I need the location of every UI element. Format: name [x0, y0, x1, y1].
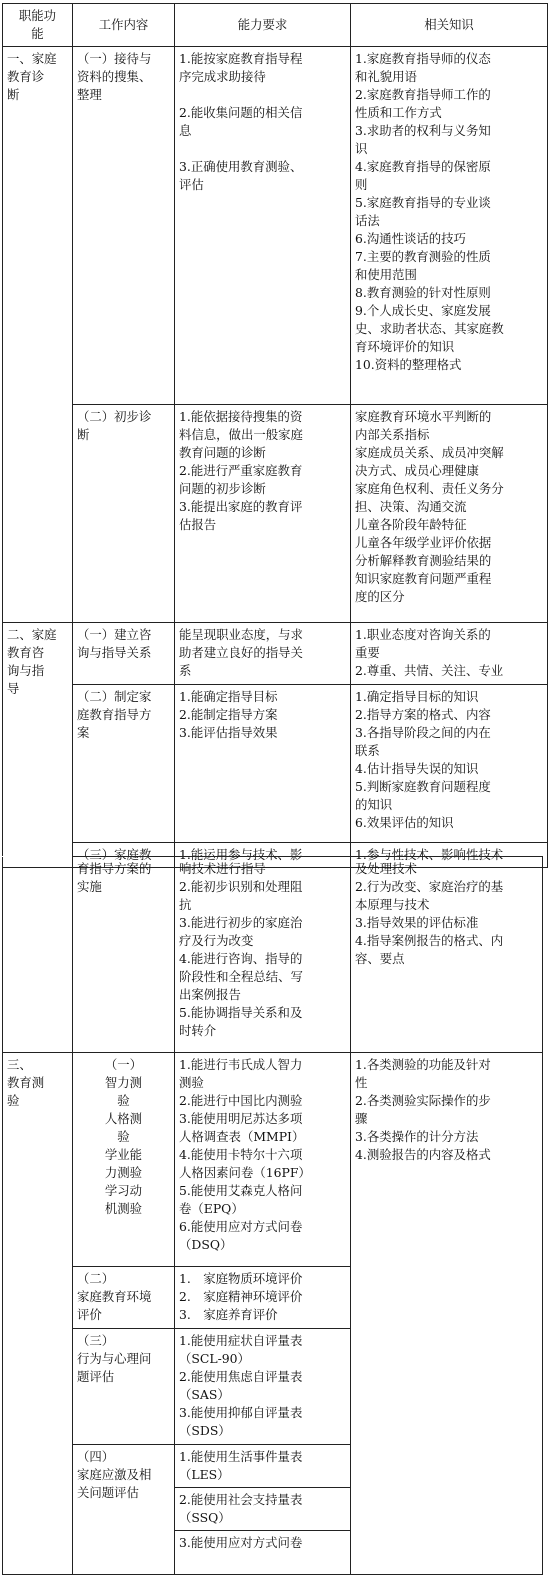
text-line: 的知识 [355, 797, 393, 812]
work-family-environment [73, 1267, 175, 1329]
text-line: 人格调查表（MMPI） [179, 1129, 305, 1144]
text-line: 及处理技术 [355, 861, 417, 876]
text-line: 家庭成员关系、成员冲突解 [355, 445, 504, 460]
text-line: 疗及行为改变 [179, 933, 254, 948]
text-line: （SDS） [179, 1423, 231, 1438]
text-line: 担、决策、沟通交流 [355, 499, 467, 514]
text-line: 5.能使用艾森克人格问 [179, 1183, 303, 1198]
text-line: 教育咨 [7, 645, 45, 660]
text-line: 儿童各阶段年龄特征 [355, 517, 467, 532]
text-line: 2.能使用社会支持量表 [179, 1492, 303, 1507]
knowledge-preliminary-diagnosis [351, 405, 548, 623]
text-line: 3.能提出家庭的教育评 [179, 499, 303, 514]
text-line: 2.家庭教育指导师工作的 [355, 87, 491, 102]
text-line: 人格测 [104, 1111, 143, 1126]
ability-make-plan [175, 685, 351, 843]
ability-behavior-psychology [175, 1329, 351, 1445]
knowledge-reception [351, 47, 548, 405]
header-work-content: 工作内容 [73, 4, 175, 47]
text-line: 验 [7, 1093, 20, 1108]
text-line: 教育问题的诊断 [179, 445, 266, 460]
text-line: 1.职业态度对咨询关系的 [355, 627, 491, 642]
text-line: 3.各指导阶段之间的内在 [355, 725, 491, 740]
header-knowledge: 相关知识 [351, 4, 548, 47]
text-line: （DSQ） [179, 1237, 233, 1252]
text-line: 度的区分 [355, 589, 405, 604]
knowledge-implement-plan [351, 857, 543, 1053]
text-line: 3.能进行初步的家庭治 [179, 915, 303, 930]
table-row [3, 47, 548, 405]
text-line: （一）建立咨 [77, 627, 152, 642]
header-ability: 能力要求 [175, 4, 351, 47]
text-line: 6.能使用应对方式问卷 [179, 1219, 303, 1234]
text-line: 测验 [179, 1075, 204, 1090]
text-line: 实施 [77, 879, 102, 894]
work-reception [73, 47, 175, 405]
table-row [3, 685, 548, 843]
text-line: 能 [31, 26, 44, 41]
text-line: 4.能进行咨询、指导的 [179, 951, 303, 966]
text-line: 案 [77, 725, 90, 740]
text-line: 人格因素问卷（16PF） [179, 1165, 311, 1180]
text-line: 2. 家庭精神环境评价 [179, 1289, 303, 1304]
text-line: 10.资料的整理格式 [355, 357, 462, 372]
ability-family-stress [175, 1445, 351, 1575]
table-header-row [3, 4, 548, 47]
text-line: 询与指导关系 [77, 645, 152, 660]
text-line: 3.正确使用教育测验、 [179, 159, 303, 174]
text-line: 1.确定指导目标的知识 [355, 689, 479, 704]
text-line: 4.家庭教育指导的保密原 [355, 159, 491, 174]
text-line: 料信息，做出一般家庭 [179, 427, 303, 442]
work-preliminary-diagnosis [73, 405, 175, 623]
text-line: 家庭教育环境 [77, 1289, 152, 1304]
text-line: 系 [179, 663, 192, 678]
text-line: 题评估 [77, 1369, 115, 1384]
knowledge-build-relationship [351, 623, 548, 685]
table-row [3, 1053, 543, 1267]
text-line: 6.沟通性谈话的技巧 [355, 231, 466, 246]
text-line: 1.能使用生活事件量表 [179, 1449, 303, 1464]
text-line: 育指导方案的 [77, 861, 152, 876]
text-line: （二） [77, 1271, 115, 1286]
text-line: 2.尊重、共情、关注、专业 [355, 663, 504, 678]
table-row [3, 623, 548, 685]
ability-build-relationship [175, 623, 351, 685]
text-line: 卷（EPQ） [179, 1201, 244, 1216]
text-line: 1.能进行韦氏成人智力 [179, 1057, 303, 1072]
text-line: 智力测 [104, 1075, 143, 1090]
text-line: 9.个人成长史、家庭发展 [355, 303, 491, 318]
text-line: （一） [104, 1057, 143, 1072]
text-line: 重要 [355, 645, 380, 660]
text-line: 3.能使用应对方式问卷 [179, 1535, 303, 1550]
text-line: 2.能进行中国比内测验 [179, 1093, 303, 1108]
function-family-diagnosis [3, 47, 73, 623]
knowledge-testing [351, 1053, 543, 1575]
text-line: 问题的初步诊断 [179, 481, 266, 496]
text-line: 教育诊 [7, 69, 45, 84]
text-line: 力测验 [104, 1165, 143, 1180]
text-line: 1.能按家庭教育指导程 [179, 51, 303, 66]
table-row [3, 405, 548, 623]
ability-implement-plan [175, 857, 351, 1053]
text-line: 庭教育指导方 [77, 707, 152, 722]
text-line: 能呈现职业态度，与求 [179, 627, 303, 642]
text-line: （三）家庭教 [77, 847, 152, 862]
text-line: 话法 [355, 213, 380, 228]
text-line: 3.能评估指导效果 [179, 725, 278, 740]
competency-table-part2 [2, 856, 543, 1575]
text-line: （LES） [179, 1467, 230, 1482]
text-line: 1.能使用症状自评量表 [179, 1333, 303, 1348]
text-line: 联系 [355, 743, 380, 758]
function-continuation [3, 857, 73, 1053]
text-line: 家庭角色权利、责任义务分 [355, 481, 504, 496]
text-line: 3.指导效果的评估标准 [355, 915, 479, 930]
text-line: 导 [7, 681, 20, 696]
table-row [3, 857, 543, 1053]
text-line: 骤 [355, 1111, 368, 1126]
ability-psych-tests [175, 1053, 351, 1267]
text-line: 估报告 [179, 517, 217, 532]
work-family-stress [73, 1445, 175, 1575]
text-line: 评价 [77, 1307, 102, 1322]
text-line: 性 [355, 1075, 368, 1090]
text-line: 二、家庭 [7, 627, 57, 642]
text-line: （SAS） [179, 1387, 230, 1402]
ability-family-environment [175, 1267, 351, 1329]
text-line: 2.行为改变、家庭治疗的基 [355, 879, 504, 894]
text-line: 1.各类测验的功能及针对 [355, 1057, 491, 1072]
text-line: 和礼貌用语 [355, 69, 417, 84]
text-line: 关问题评估 [77, 1485, 139, 1500]
function-educational-testing [3, 1053, 73, 1575]
text-line: 分析解释教育测验结果的 [355, 553, 492, 568]
text-line: 容、要点 [355, 951, 405, 966]
text-line: 则 [355, 177, 368, 192]
work-psych-tests [73, 1053, 175, 1267]
text-line: 询与指 [7, 663, 45, 678]
text-line: 响技术进行指导 [179, 861, 266, 876]
text-line: 资料的搜集、 [77, 69, 152, 84]
text-line: 4.指导案例报告的格式、内 [355, 933, 504, 948]
text-line: 知识家庭教育问题严重程 [355, 571, 492, 586]
text-line: 2.能初步识别和处理阻 [179, 879, 303, 894]
competency-table-part1 [2, 3, 548, 868]
text-line: 4.能使用卡特尔十六项 [179, 1147, 303, 1162]
text-line: 2.能收集问题的相关信 [179, 105, 303, 120]
text-line: 2.能进行严重家庭教育 [179, 463, 303, 478]
text-line: 2.能制定指导方案 [179, 707, 278, 722]
text-line: 3.能使用抑郁自评量表 [179, 1405, 303, 1420]
text-line: 5.能协调指导关系和及 [179, 1005, 303, 1020]
text-line: 3.求助者的权利与义务知 [355, 123, 491, 138]
work-behavior-psychology [73, 1329, 175, 1445]
text-line: 1.能运用参与技术、影 [179, 847, 303, 862]
text-line: 5.家庭教育指导的专业谈 [355, 195, 491, 210]
text-line: 1. 家庭物质环境评价 [179, 1271, 303, 1286]
text-line: 识 [355, 141, 368, 156]
work-build-relationship [73, 623, 175, 685]
text-line: 2.能使用焦虑自评量表 [179, 1369, 303, 1384]
text-line: 三、 [7, 1057, 32, 1072]
text-line: 行为与心理问 [77, 1351, 152, 1366]
text-line: 阶段性和全程总结、写 [179, 969, 303, 984]
text-line: （SSQ） [179, 1510, 231, 1525]
text-line: 断 [77, 427, 90, 442]
function-consultation-guidance [3, 623, 73, 868]
text-line: 家庭教育环境水平判断的 [355, 409, 492, 424]
text-line: 整理 [77, 87, 102, 102]
text-line: 抗 [179, 897, 192, 912]
ability-reception [175, 47, 351, 405]
text-line: 一、家庭 [7, 51, 57, 66]
text-line: （SCL-90） [179, 1351, 250, 1366]
text-line: 序完成求助接待 [179, 69, 266, 84]
text-line: 1.能确定指导目标 [179, 689, 278, 704]
text-line: （二）初步诊 [77, 409, 152, 424]
text-line: 断 [7, 87, 20, 102]
text-line: 和使用范围 [355, 267, 417, 282]
text-line: 5.判断家庭教育问题程度 [355, 779, 491, 794]
text-line: 4.测验报告的内容及格式 [355, 1147, 491, 1162]
text-line: 3. 家庭养育评价 [179, 1307, 278, 1322]
text-line: 内部关系指标 [355, 427, 430, 442]
text-line: 本原理与技术 [355, 897, 430, 912]
text-line: 决方式、成员心理健康 [355, 463, 479, 478]
text-line: 家庭应激及相 [77, 1467, 152, 1482]
work-make-plan [73, 685, 175, 843]
knowledge-make-plan [351, 685, 548, 843]
text-line: 6.效果评估的知识 [355, 815, 454, 830]
text-line: 7.主要的教育测验的性质 [355, 249, 491, 264]
text-line: 息 [179, 123, 192, 138]
text-line: 机测验 [104, 1201, 143, 1216]
text-line: 验 [117, 1093, 130, 1108]
text-line: 育环境评价的知识 [355, 339, 455, 354]
text-line: （三） [77, 1333, 115, 1348]
text-line: 时转介 [179, 1023, 217, 1038]
work-implement-plan [73, 857, 175, 1053]
text-line: 史、求助者状态、其家庭教 [355, 321, 504, 336]
text-line: 1.能依据接待搜集的资 [179, 409, 303, 424]
text-line: 评估 [179, 177, 204, 192]
text-line: 2.指导方案的格式、内容 [355, 707, 491, 722]
text-line: 2.各类测验实际操作的步 [355, 1093, 491, 1108]
header-function [3, 4, 73, 47]
text-line: 1.家庭教育指导师的仪态 [355, 51, 491, 66]
text-line: （一）接待与 [77, 51, 152, 66]
ability-preliminary-diagnosis [175, 405, 351, 623]
text-line: （二）制定家 [77, 689, 152, 704]
text-line: 教育测 [7, 1075, 45, 1090]
text-line: 1.参与性技术、影响性技术 [355, 847, 504, 862]
text-line: 学习动 [104, 1183, 143, 1198]
text-line: 3.各类操作的计分方法 [355, 1129, 479, 1144]
text-line: 3.能使用明尼苏达多项 [179, 1111, 303, 1126]
text-line: 职能功 [18, 8, 57, 23]
text-line: 8.教育测验的针对性原则 [355, 285, 491, 300]
text-line: 4.估计指导失误的知识 [355, 761, 479, 776]
text-line: 性质和工作方式 [355, 105, 442, 120]
text-line: （四） [77, 1449, 115, 1464]
text-line: 儿童各年级学业评价依据 [355, 535, 492, 550]
text-line: 验 [117, 1129, 130, 1144]
text-line: 学业能 [104, 1147, 143, 1162]
text-line: 助者建立良好的指导关 [179, 645, 303, 660]
text-line: 出案例报告 [179, 987, 241, 1002]
